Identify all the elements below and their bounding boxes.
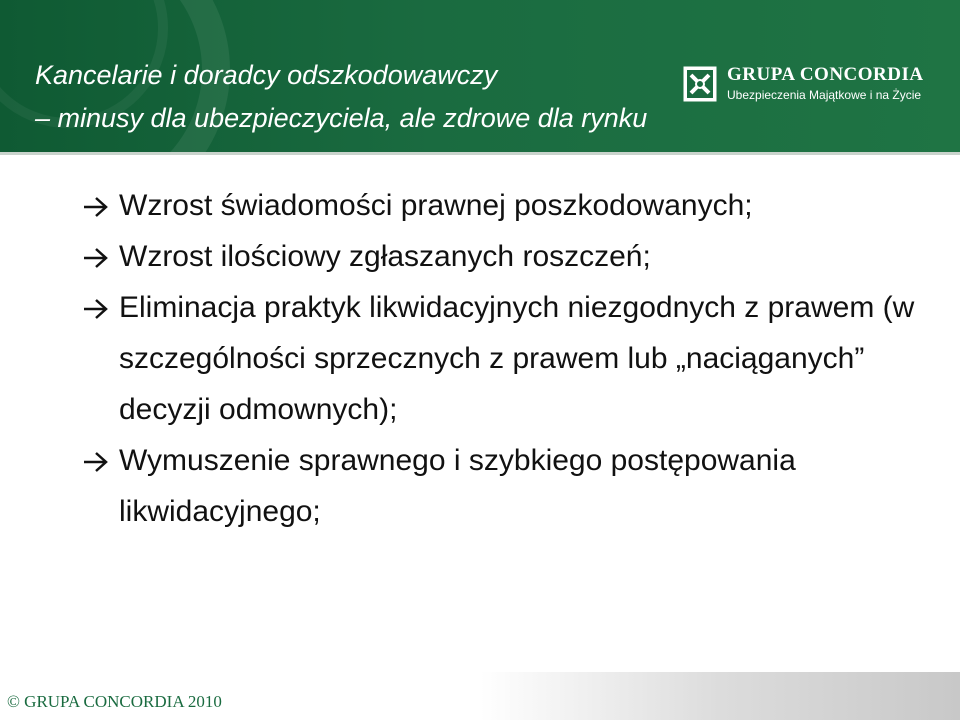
company-logo — [683, 64, 943, 108]
arrow-bullet-icon — [82, 196, 112, 218]
bullet-list — [82, 180, 942, 537]
bullet-text: Wzrost świadomości prawnej poszkodowanych; — [119, 189, 753, 222]
logo-tagline: Ubezpieczenia Majątkowe i na Życie — [727, 88, 922, 102]
bullet-text: Wzrost ilościowy zgłaszanych roszczeń; — [119, 240, 651, 273]
bullet-item — [82, 282, 942, 435]
arrow-bullet-icon — [82, 247, 112, 269]
arrow-bullet-icon — [82, 451, 112, 473]
header-divider — [0, 152, 960, 155]
logo-company-name: GRUPA CONCORDIA — [727, 64, 924, 85]
bullet-item — [82, 231, 942, 282]
slide-title-line-1: Kancelarie i doradcy odszkodowawczy — [35, 60, 498, 90]
slide-header — [0, 0, 960, 155]
footer-copyright: © GRUPA CONCORDIA 2010 — [7, 692, 222, 711]
arrow-bullet-icon — [82, 298, 112, 320]
bullet-text: Wymuszenie sprawnego i szybkiego postępowania likwidacyjnego; — [119, 444, 796, 528]
bullet-item — [82, 180, 942, 231]
bullet-text: Eliminacja praktyk likwidacyjnych niezgodnych z prawem (w szczególności sprzecznych z prawem lub „naciąganych” decyzji odmownych); — [119, 291, 915, 426]
bullet-item — [82, 435, 942, 537]
concordia-shield-icon — [683, 66, 717, 102]
slide-title-line-2: – minusy dla ubezpieczyciela, ale zdrowe dla rynku — [35, 103, 648, 133]
